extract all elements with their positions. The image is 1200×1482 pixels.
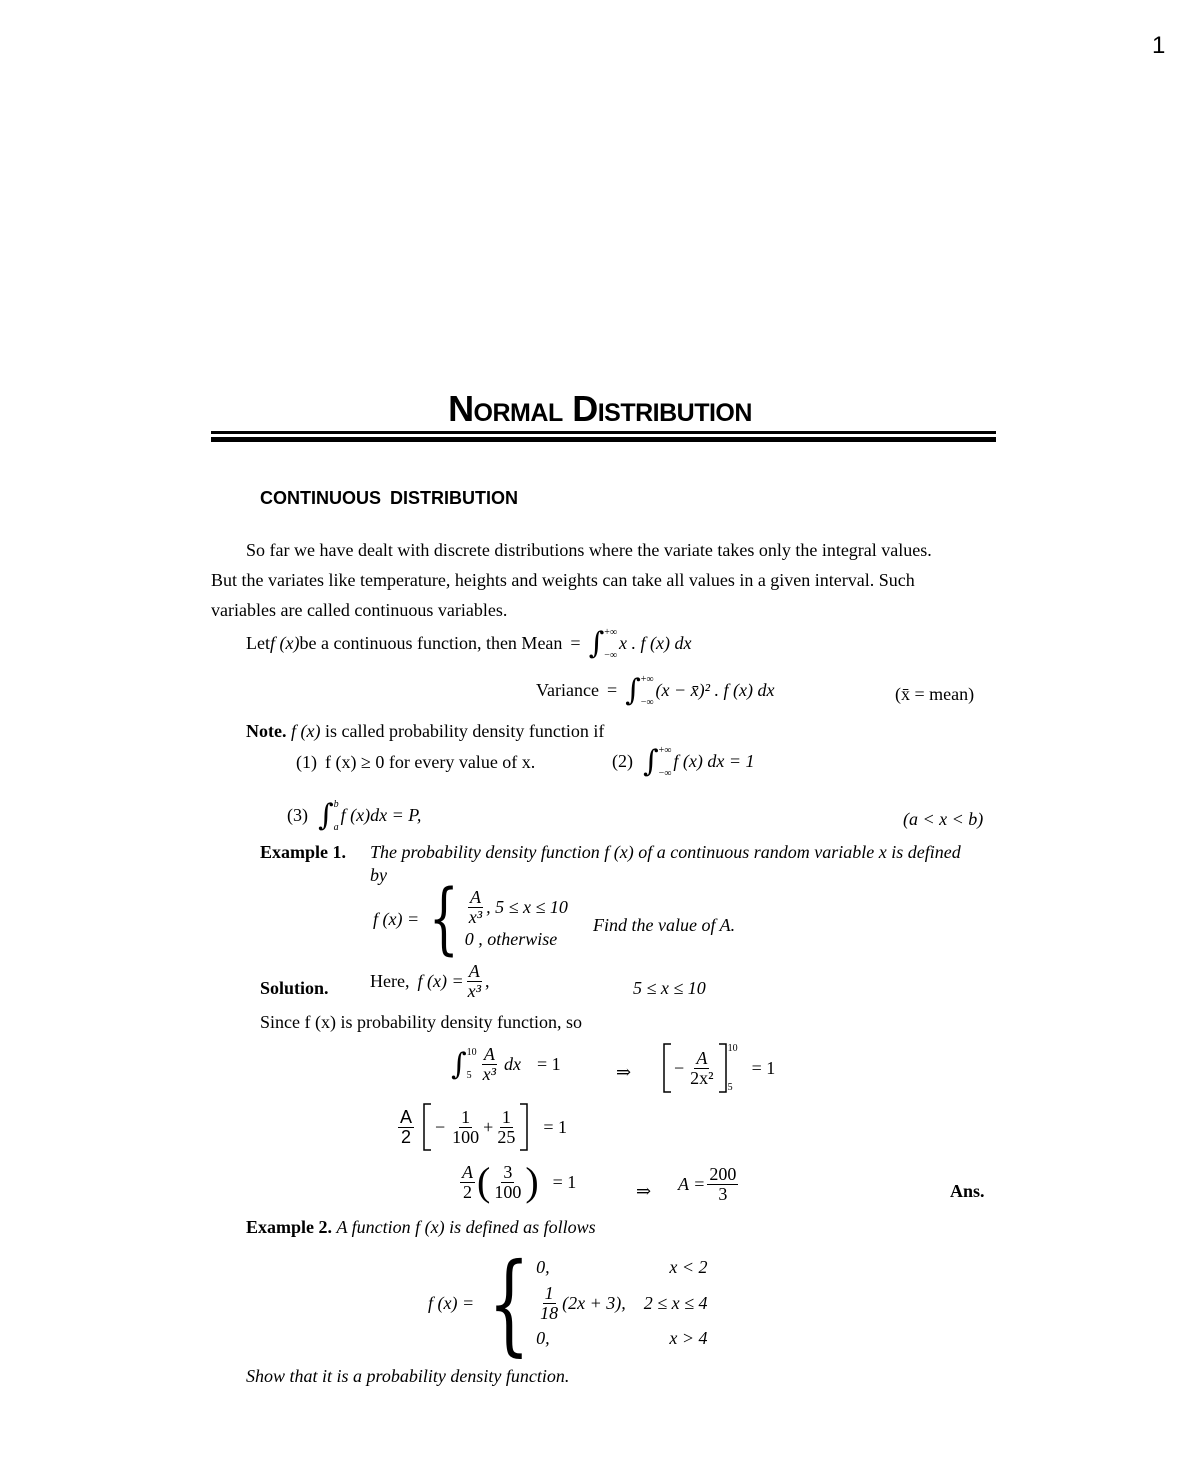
lower-limit: 5 [466,1070,472,1082]
integral-sign: ∫ [318,798,334,833]
variance-formula [536,673,775,708]
case-2: 0 , otherwise [464,928,558,949]
bracket-minus: − [674,1057,685,1078]
step-3-inner-fraction [492,1163,523,1202]
example-1-label: Example 1. [260,842,347,862]
step-2-denominator: 2 [401,1126,412,1147]
case-1-value: 0, [536,1256,550,1277]
left-bracket [422,1103,432,1151]
example-1-piecewise [373,874,568,964]
title-rule-thick [211,437,996,442]
bracket-limits [728,1043,738,1093]
example-2-line [246,1217,596,1238]
condition-2 [612,744,755,779]
result-denominator: 3 [718,1183,728,1204]
case-1-condition: , 5 ≤ x ≤ 10 [486,897,568,917]
result-lhs: A = [678,1173,706,1194]
condition-3-number: (3) [287,805,308,825]
mean-integrand: x . f (x) dx [619,633,692,653]
solution-label: Solution. [260,978,329,998]
solution-here-word: Here, [370,970,410,991]
example-1-text-cont: by [370,865,387,885]
step-3-denominator: 2 [463,1181,472,1202]
case-1-fraction [467,888,484,927]
intro-line-2: But the variates like temperature, heights and weights can take all values in a given interval. Such [211,570,915,590]
title-rule-thin [211,431,996,434]
example-2-show: Show that it is a probability density function. [246,1366,570,1386]
example-1-find: Find the value of A. [593,915,736,935]
step-2-b-numerator: 1 [501,1106,511,1127]
integral-sign: ∫ [625,673,641,708]
step-3-inner-denominator: 100 [494,1181,522,1202]
solution-fraction [466,962,483,1001]
upper-limit: +∞ [640,673,654,685]
step-3-numerator: A [462,1161,473,1182]
mean-label: be a continuous function, then Mean [299,633,563,653]
lower-limit: a [333,821,339,833]
note-fx: f (x) [290,721,321,741]
step-2-fraction-a [450,1108,481,1147]
case-2-value [536,1284,626,1323]
case-2-condition: 2 ≤ x ≤ 4 [643,1292,708,1313]
solution-numerator: A [468,961,480,981]
solution-range: 5 ≤ x ≤ 10 [633,978,706,998]
case-3-value: 0, [536,1328,550,1349]
bracket-lower: 5 [727,1082,733,1093]
piecewise-fx: f (x) = [428,1292,475,1313]
intro-line-3: variables are called continuous variables. [211,600,508,620]
solution-comma: , [485,970,490,991]
result [678,1165,740,1204]
variance-label: Variance [536,680,599,700]
step-1-numerator: A [483,1044,495,1064]
step-3-equals: = 1 [552,1171,577,1192]
integral-sign: ∫ [588,626,605,661]
bracket-numerator: A [696,1047,708,1068]
step-2-fraction [398,1108,414,1147]
step-3 [458,1159,577,1204]
solution-fx: f (x) = [417,970,464,991]
step-1-equals: = 1 [537,1053,561,1074]
condition-3-range: (a < x < b) [903,809,984,829]
solution-here [370,962,490,1001]
step-1-fraction [481,1045,498,1084]
note-line [246,721,604,742]
case-2-expression: (2x + 3), [562,1292,626,1313]
upper-limit: b [333,798,339,810]
step-2-numerator: A [400,1106,413,1127]
lower-limit: −∞ [640,696,654,708]
bracket-upper: 10 [727,1043,738,1054]
case-1 [465,888,568,927]
condition-1 [296,752,535,773]
condition-2-number: (2) [612,751,633,771]
step-1-integral [451,1045,561,1084]
mean-fx: f (x) [270,633,300,653]
example-2-piecewise [428,1239,708,1367]
step-2-plus: + [483,1116,494,1137]
integral-limits [604,627,617,661]
left-paren: ( [477,1159,491,1204]
piecewise-cases [536,1257,707,1350]
solution-denominator: x³ [467,980,481,1001]
page-title: Normal Distribution [448,388,752,429]
upper-limit: +∞ [658,744,672,756]
lower-limit: −∞ [658,767,672,779]
step-1-denominator: x³ [482,1063,497,1084]
solution-since: Since f (x) is probability density function, so [260,1012,582,1032]
mean-prefix: Let [246,633,270,653]
piecewise-cases [465,888,568,950]
answer-label: Ans. [950,1181,985,1201]
left-brace: { [488,1239,531,1367]
step-3-inner-numerator: 3 [503,1161,513,1182]
piecewise-fx: f (x) = [373,908,420,929]
step-1-dx: dx [504,1053,522,1074]
step-2-minus: − [435,1116,446,1137]
intro-line-1: So far we have dealt with discrete distributions where the variate takes only the integral values. [246,540,932,560]
left-brace: { [429,874,459,964]
upper-limit: +∞ [604,626,617,638]
variance-integrand: (x − x̄)² . f (x) dx [655,680,775,700]
step-1-bracket-expr [662,1043,775,1093]
bracket-fraction [688,1049,715,1088]
result-numerator: 200 [709,1164,737,1184]
case-3-condition: x > 4 [669,1328,708,1349]
example-2-text: A function f (x) is defined as follows [336,1217,596,1237]
case-1-numerator: A [469,887,481,908]
example-2-label: Example 2. [246,1217,333,1237]
right-bracket [519,1103,529,1151]
step-3-implies: ⇒ [636,1181,652,1201]
integral-sign: ∫ [643,744,659,779]
variance-equals: = [606,680,618,700]
right-bracket [718,1043,728,1093]
step-2-a-numerator: 1 [461,1106,471,1127]
mean-equals: = [570,633,581,653]
step-1-implies: ⇒ [616,1062,632,1082]
case-2-fraction [538,1284,560,1323]
lower-limit: −∞ [604,649,617,661]
step-2-fraction-b [495,1108,517,1147]
condition-3-integrand: f (x)dx = P, [340,805,422,825]
integral-limits [467,1047,477,1081]
integral-sign: ∫ [451,1046,467,1082]
right-paren: ) [525,1159,539,1204]
upper-limit: 10 [466,1047,477,1059]
step-2-b-denominator: 25 [497,1126,516,1147]
step-3-fraction [460,1163,475,1202]
left-bracket [662,1043,672,1093]
condition-1-number: (1) [296,752,317,772]
example-1-text: The probability density function f (x) of a continuous random variable x is defined [370,842,961,862]
result-fraction [707,1165,738,1204]
case-2-denominator: 18 [540,1302,559,1323]
case-1-condition: x < 2 [669,1256,708,1277]
note-label: Note. [246,721,287,741]
condition-2-integrand: f (x) dx = 1 [673,751,755,771]
step-2-a-denominator: 100 [452,1126,480,1147]
page-number: 1 [1152,32,1166,59]
step-2-equals: = 1 [543,1116,567,1137]
mean-formula [246,626,691,661]
step-2 [396,1103,567,1151]
bracket-denominator: 2x² [690,1067,714,1088]
condition-3 [287,798,421,833]
section-heading: CONTINUOUS DISTRIBUTION [260,488,518,508]
case-2-numerator: 1 [544,1282,554,1303]
variance-note: (x̄ = mean) [895,684,975,704]
step-1b-equals: = 1 [751,1057,776,1078]
condition-1-text: f (x) ≥ 0 for every value of x. [325,752,536,772]
integral-limits [641,674,654,708]
integral-limits [334,799,339,833]
note-text: is called probability density function if [320,721,605,741]
integral-limits [659,745,672,779]
case-1-denominator: x³ [468,907,483,927]
